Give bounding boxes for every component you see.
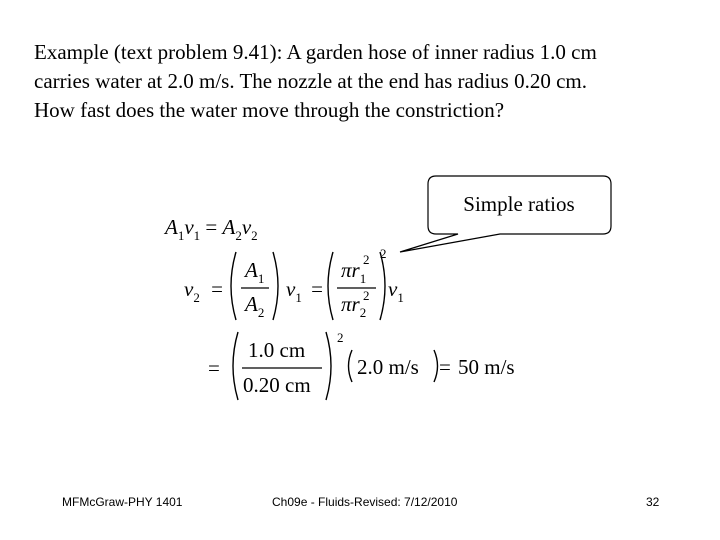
eq1-equals: =	[205, 215, 218, 239]
eq2-pi-num-sub: 1	[359, 271, 367, 286]
eq2-equals-2: =	[311, 277, 323, 301]
eq1-a2: A	[222, 215, 236, 239]
eq2-pi-num-text: πr	[341, 258, 360, 282]
eq2-den-sub: 2	[257, 305, 265, 320]
problem-line-2: carries water at 2.0 m/s. The nozzle at the end has radius 0.20 cm.	[34, 69, 588, 93]
problem-line-3: How fast does the water move through the constriction?	[34, 98, 505, 122]
eq3-equals-2: =	[439, 355, 451, 379]
eq1-v2-sub: 2	[251, 228, 258, 243]
footer-center: Ch09e - Fluids-Revised: 7/12/2010	[272, 495, 458, 509]
eq3-speed: 2.0 m/s	[357, 355, 419, 379]
eq2-pi-num-sup: 2	[363, 252, 370, 267]
eq2-v-end-sub: 1	[397, 290, 404, 305]
eq2-num-a: A	[245, 258, 258, 282]
eq2-pi-den-sub: 2	[359, 305, 367, 320]
eq2-den-a: A	[245, 292, 258, 316]
eq1-v1: v	[184, 215, 194, 239]
eq1-a1: A	[165, 215, 178, 239]
eq2-lhs-v: v	[184, 277, 194, 301]
eq3-numerator: 1.0 cm	[248, 338, 306, 362]
eq2-v-sub: 1	[295, 290, 302, 305]
eq3-denominator: 0.20 cm	[243, 373, 311, 397]
eq2-num-sub: 1	[257, 271, 265, 286]
eq3-sup: 2	[337, 330, 344, 345]
eq1-a1-sub: 1	[177, 228, 185, 243]
footer-left: MFMcGraw-PHY 1401	[62, 495, 183, 509]
problem-line-1: Example (text problem 9.41): A garden hose of inner radius 1.0 cm	[34, 40, 597, 64]
eq2-lhs-sub: 2	[193, 290, 200, 305]
eq1-v2: v	[241, 215, 252, 239]
eq2-pi-den-text: πr	[341, 292, 360, 316]
eq1-v1-sub: 1	[193, 228, 201, 243]
page-number: 32	[646, 495, 660, 509]
eq2-v-end: v	[388, 277, 398, 301]
eq2-equals: =	[211, 277, 223, 301]
eq2-pi-den-sup: 2	[363, 288, 370, 303]
eq2-outer-sup: 2	[380, 246, 387, 261]
eq3-equals: =	[208, 356, 220, 380]
eq1-a2-sub: 2	[235, 228, 242, 243]
eq3-result: 50 m/s	[458, 355, 515, 379]
callout-text: Simple ratios	[463, 192, 575, 216]
eq2-v: v	[286, 277, 296, 301]
